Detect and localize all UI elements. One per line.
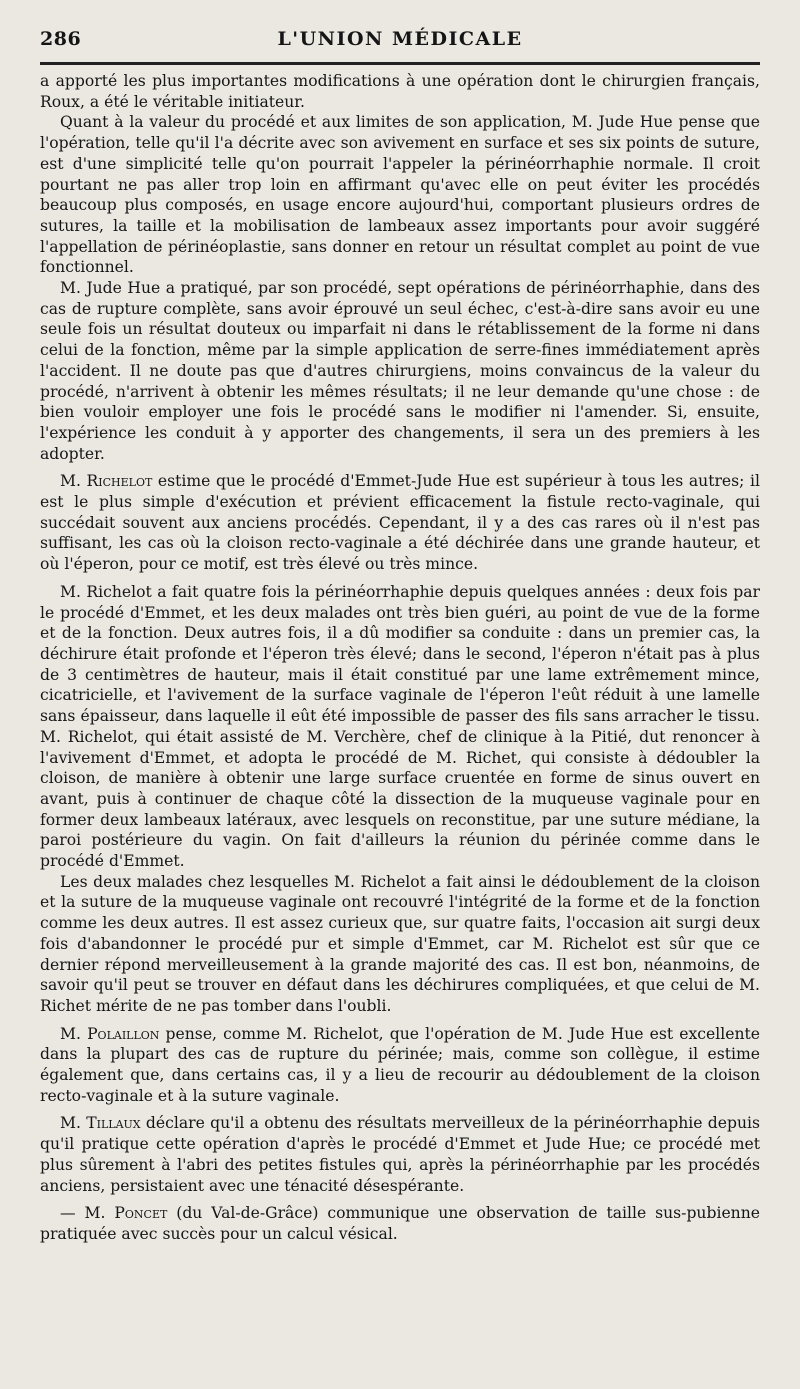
- prefix: M.: [60, 472, 87, 491]
- article-body: [40, 71, 760, 1245]
- speaker-name: Polaillon: [87, 1024, 160, 1043]
- speaker-name: Richelot: [86, 472, 153, 491]
- paragraph-jude-hue-operations: M. Jude Hue a pratiqué, par son procédé, sept opérations de périnéorrhaphie, dans des cas de rupture complète, sans avoir éprouvé un seul échec, c'est-à-dire sans avoir eu une seule fois un résultat douteux ou imparfait ni dans le rétablissement de la forme ni dans celui de la fonction, même par la simple application de serre-fines immédiatement après l'accident. Il ne doute pas que d'autres chirurgiens, moins convaincus de la valeur du procédé, n'arrivent à obtenir les mêmes résultats; il ne leur demande qu'une chose : de bien vouloir employer une fois le procédé sans le modifier ni l'amender. Si, ensuite, l'expérience les conduit à y apporter des changements, il sera un des premiers à les adopter.: [40, 279, 760, 463]
- paragraph-richelot-remarks: [40, 471, 760, 575]
- journal-title: L'UNION MÉDICALE: [277, 28, 523, 50]
- paragraph-continuation: a apporté les plus importantes modifications à une opération dont le chirurgien français, Roux, a été le véritable initiateur.: [40, 72, 760, 111]
- paragraph-richelot-conclusion: Les deux malades chez lesquelles M. Richelot a fait ainsi le dédoublement de la cloison et la suture de la muqueuse vaginale ont recouvré l'intégrité de la forme et de la fonction comme les deux autres. Il est assez curieux que, sur quatre faits, l'occasion ait surgi deux fois d'abandonner le procédé pur et simple d'Emmet, car M. Richelot est sûr que ce dernier répond merveilleusement à la grande majorité des cas. Il est bon, néanmoins, de savoir qu'il peut se trouver en défaut dans les déchirures compliquées, et que celui de M. Richet mérite de ne pas tomber dans l'oubli.: [40, 872, 760, 1015]
- paragraph-text: déclare qu'il a obtenu des résultats merveilleux de la périnéorrhaphie depuis qu'il pratique cette opération d'après le procédé d'Emmet et Jude Hue; ce procédé met plus sûrement à l'abri des petites fistules qui, après la périnéorrhaphie par les procédés anciens, persistaient avec une ténacité désespérante.: [40, 1114, 760, 1195]
- paragraph-tillaux-remarks: [40, 1113, 760, 1196]
- paragraph-text: estime que le procédé d'Emmet-Jude Hue est supérieur à tous les autres; il est le plus simple d'exécution et prévient efficacement la fistule recto-vaginale, qui succédait souvent aux anciens procédés. Cependant, il y a des cas rares où il n'est pas suffisant, les cas où la cloison recto-vaginale a été déchirée dans une grande hauteur, et où l'éperon, pour ce motif, est très élevé ou très mince.: [40, 472, 760, 574]
- running-head: [40, 22, 760, 62]
- dash-prefix: — M.: [60, 1204, 115, 1223]
- speaker-name: Poncet: [114, 1204, 168, 1223]
- paragraph-text: (du Val-de-Grâce) communique une observation de taille sus-pubienne pratiquée avec succès pour un calcul vésical.: [40, 1204, 760, 1243]
- prefix: M.: [60, 1114, 87, 1133]
- paragraph-poncet-remarks: [40, 1203, 760, 1244]
- paragraph-valeur-procede: Quant à la valeur du procédé et aux limites de son application, M. Jude Hue pense que l'opération, telle qu'il l'a décrite avec son avivement en surface et ses six points de suture, est d'une simplicité telle qu'on pourrait l'appeler la périnéorrhaphie normale. Il croit pourtant ne pas aller trop loin en affirmant qu'avec elle on peut éviter les procédés beaucoup plus composés, en usage encore aujourd'hui, comportant plusieurs ordres de sutures, la taille et la mobilisation de lambeaux assez importants pour avoir suggéré l'appellation de périnéoplastie, sans donner en retour un résultat complet au point de vue fonctionnel.: [40, 113, 760, 277]
- prefix: M.: [60, 1024, 88, 1043]
- paragraph-richelot-cases: M. Richelot a fait quatre fois la périnéorrhaphie depuis quelques années : deux fois par le procédé d'Emmet, et les deux malades ont très bien guéri, au point de vue de la forme et de la fonction. Deux autres fois, il a dû modifier sa conduite : dans un premier cas, la déchirure était profonde et l'éperon très élevé; dans le second, l'éperon n'était pas à plus de 3 centimètres de hauteur, mais il était constitué par une lame extrêmement mince, cicatricielle, et l'avivement de la surface vaginale de l'éperon l'eût réduit à une lamelle sans épaisseur, dans laquelle il eût été impossible de passer des fils sans arracher le tissu. M. Richelot, qui était assisté de M. Verchère, chef de clinique à la Pitié, dut renoncer à l'avivement d'Emmet, et adopta le procédé de M. Richet, qui consiste à dédoubler la cloison, de manière à obtenir une large surface cruentée en forme de sinus ouvert en avant, puis à continuer de chaque côté la dissection de la muqueuse vaginale pour en former deux lambeaux latéraux, avec lesquels on reconstitue, par une suture médiane, la paroi postérieure du vagin. On fait d'ailleurs la réunion du périnée comme dans le procédé d'Emmet.: [40, 582, 760, 871]
- speaker-name: Tillaux: [86, 1114, 141, 1133]
- paragraph-text: pense, comme M. Richelot, que l'opération de M. Jude Hue est excellente dans la plupart des cas de rupture du périnée; mais, comme son collègue, il estime également que, dans certains cas, il y a lieu de recourir au dédoublement de la cloison recto-vaginale et à la suture vaginale.: [40, 1024, 760, 1105]
- page-number: 286: [40, 28, 82, 50]
- header-rule: [40, 62, 760, 65]
- paragraph-polaillon-remarks: [40, 1024, 760, 1107]
